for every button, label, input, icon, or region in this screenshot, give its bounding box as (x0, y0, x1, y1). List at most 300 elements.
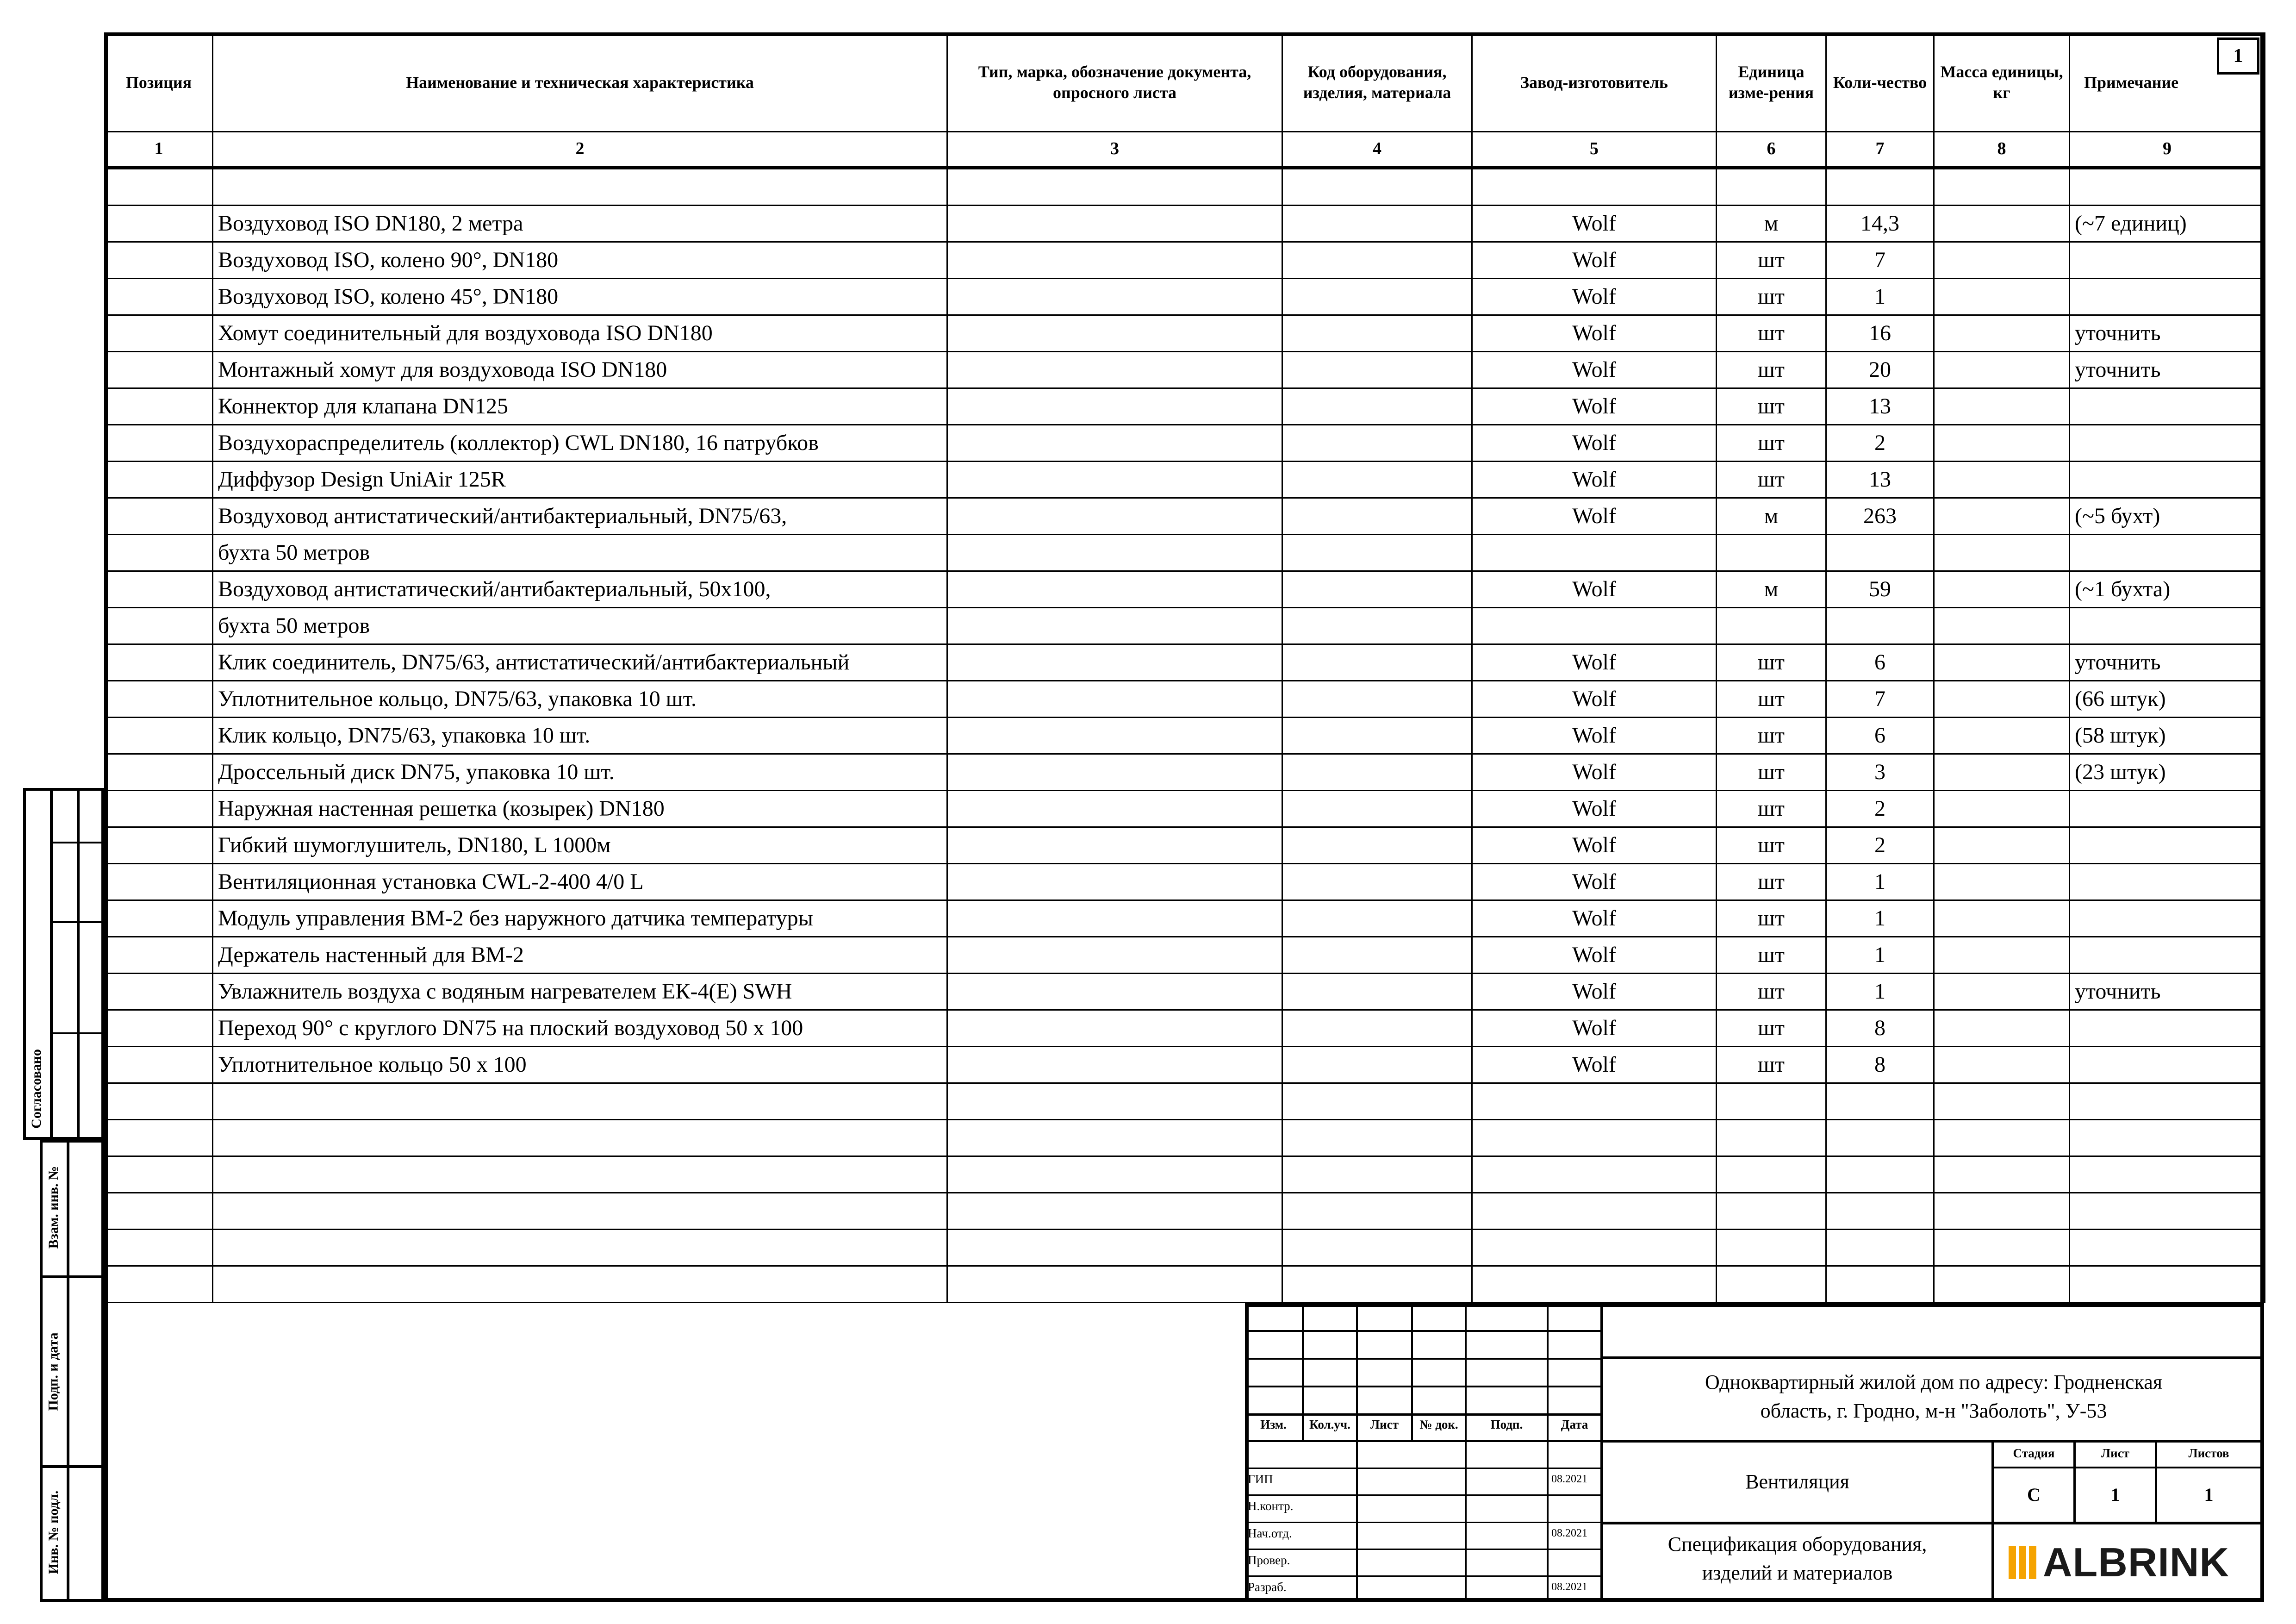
inv-replace-label-wrap (0, 1166, 118, 1249)
col-header-note-label: Примечание (2084, 73, 2179, 92)
sign-date-label: Подп. и дата (46, 1332, 61, 1411)
cell-qty: 7 (1826, 242, 1934, 279)
cell-pos (105, 388, 213, 425)
cell-maker (1472, 1120, 1717, 1156)
col-number: 8 (1934, 132, 2070, 168)
tb-grid-line (1245, 1413, 1601, 1416)
cell-maker: Wolf (1472, 1047, 1717, 1083)
cell-type (947, 571, 1282, 608)
cell-maker: Wolf (1472, 571, 1717, 608)
cell-unit: шт (1717, 718, 1826, 754)
col-header-type: Тип, марка, обозначение документа, опросного листа (947, 33, 1282, 132)
document-title-line2: изделий и материалов (1702, 1561, 1893, 1584)
cell-type (947, 864, 1282, 900)
cell-code (1282, 974, 1472, 1010)
cell-mass (1934, 1010, 2070, 1047)
cell-mass (1934, 168, 2070, 206)
sheets-label: Листов (2188, 1446, 2229, 1460)
cell-maker: Wolf (1472, 388, 1717, 425)
cell-qty: 2 (1826, 425, 1934, 462)
cell-qty: 8 (1826, 1010, 1934, 1047)
cell-mass (1934, 681, 2070, 718)
cell-maker: Wolf (1472, 352, 1717, 388)
cell-code (1282, 608, 1472, 644)
cell-maker: Wolf (1472, 279, 1717, 315)
cell-pos (105, 864, 213, 900)
stamp-strip-row-line (40, 1275, 104, 1278)
cell-qty: 7 (1826, 681, 1934, 718)
cell-maker (1472, 1083, 1717, 1120)
cell-qty: 263 (1826, 498, 1934, 535)
cell-mass (1934, 571, 2070, 608)
cell-name: Воздуховод ISO, колено 45°, DN180 (213, 279, 947, 315)
cell-note (2070, 535, 2265, 571)
cell-unit: шт (1717, 1010, 1826, 1047)
tb-grid-line (1245, 1386, 1601, 1387)
cell-type (947, 388, 1282, 425)
cell-code (1282, 900, 1472, 937)
table-row (105, 937, 2265, 974)
table-row (105, 1193, 2265, 1230)
cell-note (2070, 168, 2265, 206)
cell-unit (1717, 608, 1826, 644)
cell-maker (1472, 608, 1717, 644)
sheet-number-box: 1 (2217, 37, 2259, 75)
cell-unit (1717, 1193, 1826, 1230)
table-row (105, 1120, 2265, 1156)
cell-name (213, 168, 947, 206)
cell-pos (105, 571, 213, 608)
cell-pos (105, 242, 213, 279)
table-row (105, 206, 2265, 242)
cell-code (1282, 425, 1472, 462)
cell-name: Клик кольцо, DN75/63, упаковка 10 шт. (213, 718, 947, 754)
cell-pos (105, 1047, 213, 1083)
col-header-manufacturer: Завод-изготовитель (1472, 33, 1717, 132)
cell-name (213, 1193, 947, 1230)
tb-grid-line (1245, 1468, 1601, 1469)
cell-maker: Wolf (1472, 315, 1717, 352)
col-number: 5 (1472, 132, 1717, 168)
cell-maker: Wolf (1472, 900, 1717, 937)
cell-mass (1934, 791, 2070, 827)
agreed-strip-row-line (50, 842, 104, 843)
cell-pos (105, 974, 213, 1010)
cell-code (1282, 937, 1472, 974)
tb-grid-line (1245, 1575, 1601, 1577)
agreed-strip-row-line (50, 921, 104, 923)
cell-type (947, 1156, 1282, 1193)
cell-name: Коннектор для клапана DN125 (213, 388, 947, 425)
table-row (105, 608, 2265, 644)
cell-type (947, 242, 1282, 279)
cell-qty (1826, 1083, 1934, 1120)
cell-mass (1934, 425, 2070, 462)
cell-name: Наружная настенная решетка (козырек) DN180 (213, 791, 947, 827)
cell-mass (1934, 535, 2070, 571)
cell-note (2070, 1230, 2265, 1266)
cell-code (1282, 754, 1472, 791)
document-title-line1: Спецификация оборудования, (1668, 1533, 1927, 1555)
table-row (105, 1156, 2265, 1193)
tb-grid-line (1245, 1494, 1601, 1496)
cell-qty: 2 (1826, 827, 1934, 864)
cell-qty (1826, 1156, 1934, 1193)
role-label: Разраб. (1248, 1580, 1287, 1594)
cell-pos (105, 498, 213, 535)
cell-name: Модуль управления ВМ-2 без наружного датчика температуры (213, 900, 947, 937)
cell-name: Диффузор Design UniAir 125R (213, 462, 947, 498)
cell-maker: Wolf (1472, 1010, 1717, 1047)
tb-grid-line (1547, 1303, 1549, 1602)
cell-code (1282, 206, 1472, 242)
cell-name: Хомут соединительный для воздуховода ISO DN180 (213, 315, 947, 352)
table-row (105, 1010, 2265, 1047)
cell-qty: 16 (1826, 315, 1934, 352)
cell-mass (1934, 1266, 2070, 1303)
cell-code (1282, 571, 1472, 608)
cell-pos (105, 315, 213, 352)
cell-pos (105, 1083, 213, 1120)
col-header-quantity: Коли-чество (1826, 33, 1934, 132)
cell-maker: Wolf (1472, 754, 1717, 791)
cell-name (213, 1156, 947, 1193)
cell-unit: шт (1717, 388, 1826, 425)
cell-maker: Wolf (1472, 498, 1717, 535)
cell-pos (105, 1010, 213, 1047)
cell-pos (105, 1120, 213, 1156)
cell-maker: Wolf (1472, 681, 1717, 718)
role-label: Провер. (1248, 1553, 1290, 1567)
cell-type (947, 279, 1282, 315)
cell-code (1282, 1120, 1472, 1156)
cell-name: Уплотнительное кольцо, DN75/63, упаковка 10 шт. (213, 681, 947, 718)
cell-name (213, 1230, 947, 1266)
cell-qty: 1 (1826, 937, 1934, 974)
cell-type (947, 352, 1282, 388)
cell-type (947, 425, 1282, 462)
cell-unit: шт (1717, 462, 1826, 498)
cell-mass (1934, 827, 2070, 864)
cell-code (1282, 791, 1472, 827)
cell-type (947, 498, 1282, 535)
cell-unit (1717, 1156, 1826, 1193)
cell-unit (1717, 168, 1826, 206)
rev-header-count: Кол.уч. (1309, 1418, 1350, 1431)
cell-type (947, 462, 1282, 498)
tb-grid-line (1245, 1522, 1601, 1523)
cell-code (1282, 864, 1472, 900)
cell-code (1282, 535, 1472, 571)
tb-grid-line (1245, 1440, 1601, 1442)
cell-maker: Wolf (1472, 864, 1717, 900)
cell-unit: шт (1717, 425, 1826, 462)
cell-pos (105, 608, 213, 644)
cell-note (2070, 388, 2265, 425)
table-row (105, 1230, 2265, 1266)
cell-mass (1934, 900, 2070, 937)
cell-maker: Wolf (1472, 718, 1717, 754)
cell-note (2070, 1010, 2265, 1047)
cell-maker: Wolf (1472, 791, 1717, 827)
cell-note (2070, 900, 2265, 937)
cell-maker: Wolf (1472, 937, 1717, 974)
cell-type (947, 718, 1282, 754)
cell-name (213, 1266, 947, 1303)
cell-unit: шт (1717, 791, 1826, 827)
tb-grid-line (1245, 1358, 1601, 1360)
col-header-code: Код оборудования, изделия, материала (1282, 33, 1472, 132)
cell-type (947, 1083, 1282, 1120)
company-logo (2009, 1539, 2254, 1586)
cell-qty (1826, 1193, 1934, 1230)
cell-code (1282, 168, 1472, 206)
cell-unit (1717, 1266, 1826, 1303)
cell-name: Держатель настенный для ВМ-2 (213, 937, 947, 974)
cell-type (947, 206, 1282, 242)
cell-name: Воздуховод антистатический/антибактериальный, DN75/63, (213, 498, 947, 535)
col-number: 7 (1826, 132, 1934, 168)
inv-orig-label: Инв. № подл. (46, 1490, 61, 1574)
project-title (1603, 1368, 2264, 1425)
cell-mass (1934, 754, 2070, 791)
cell-name: Воздухораспределитель (коллектор) CWL DN180, 16 патрубков (213, 425, 947, 462)
role-label: Н.контр. (1248, 1499, 1294, 1513)
section-name: Вентиляция (1745, 1470, 1849, 1493)
cell-mass (1934, 864, 2070, 900)
cell-type (947, 827, 1282, 864)
cell-code (1282, 644, 1472, 681)
stage-label: Стадия (2013, 1446, 2055, 1460)
cell-code (1282, 1193, 1472, 1230)
cell-qty: 1 (1826, 974, 1934, 1010)
col-header-unit: Единица изме-рения (1717, 33, 1826, 132)
cell-name: Клик соединитель, DN75/63, антистатический/антибактериальный (213, 644, 947, 681)
table-row (105, 1266, 2265, 1303)
cell-note (2070, 608, 2265, 644)
cell-note: (~1 бухта) (2070, 571, 2265, 608)
cell-pos (105, 1230, 213, 1266)
cell-mass (1934, 644, 2070, 681)
role-date: 08.2021 (1551, 1527, 1587, 1539)
role-label: Нач.отд. (1248, 1526, 1292, 1540)
cell-note: уточнить (2070, 644, 2265, 681)
cell-unit: шт (1717, 644, 1826, 681)
cell-mass (1934, 1230, 2070, 1266)
cell-code (1282, 1266, 1472, 1303)
cell-unit: шт (1717, 352, 1826, 388)
cell-pos (105, 206, 213, 242)
cell-pos (105, 681, 213, 718)
col-number: 2 (213, 132, 947, 168)
specification-table (104, 32, 2265, 1303)
cell-unit: шт (1717, 681, 1826, 718)
table-row (105, 791, 2265, 827)
role-date: 08.2021 (1551, 1473, 1587, 1485)
cell-pos (105, 754, 213, 791)
cell-qty (1826, 1266, 1934, 1303)
agreed-label-wrap (0, 1049, 92, 1129)
table-row (105, 315, 2265, 352)
cell-pos (105, 900, 213, 937)
cell-note: (66 штук) (2070, 681, 2265, 718)
cell-maker: Wolf (1472, 242, 1717, 279)
cell-name (213, 1120, 947, 1156)
cell-name: Воздуховод ISO DN180, 2 метра (213, 206, 947, 242)
cell-note (2070, 937, 2265, 974)
cell-unit: шт (1717, 937, 1826, 974)
cell-unit: шт (1717, 754, 1826, 791)
col-number: 1 (105, 132, 213, 168)
cell-note (2070, 1083, 2265, 1120)
cell-code (1282, 1047, 1472, 1083)
cell-maker: Wolf (1472, 206, 1717, 242)
cell-type (947, 791, 1282, 827)
col-number: 9 (2070, 132, 2265, 168)
cell-maker: Wolf (1472, 462, 1717, 498)
col-number: 3 (947, 132, 1282, 168)
cell-type (947, 937, 1282, 974)
cell-code (1282, 462, 1472, 498)
col-header-name: Наименование и техническая характеристика (213, 33, 947, 132)
column-number-row (105, 132, 2265, 168)
cell-note (2070, 791, 2265, 827)
cell-unit: шт (1717, 315, 1826, 352)
cell-maker: Wolf (1472, 644, 1717, 681)
cell-qty (1826, 1230, 1934, 1266)
cell-mass (1934, 608, 2070, 644)
tb-grid-line (1245, 1330, 1601, 1332)
cell-name: Воздуховод ISO, колено 90°, DN180 (213, 242, 947, 279)
table-row (105, 462, 2265, 498)
cell-type (947, 168, 1282, 206)
cell-code (1282, 352, 1472, 388)
cell-note (2070, 1266, 2265, 1303)
cell-type (947, 1120, 1282, 1156)
agreed-label: Согласовано (29, 1049, 44, 1129)
cell-mass (1934, 1193, 2070, 1230)
table-row (105, 754, 2265, 791)
company-name: ALBRINK (2043, 1539, 2229, 1585)
cell-pos (105, 718, 213, 754)
agreed-strip-row-line (50, 1032, 104, 1034)
cell-pos (105, 791, 213, 827)
table-row (105, 535, 2265, 571)
cell-qty (1826, 168, 1934, 206)
table-row (105, 1083, 2265, 1120)
cell-code (1282, 718, 1472, 754)
cell-maker (1472, 1156, 1717, 1193)
cell-type (947, 1230, 1282, 1266)
cell-pos (105, 535, 213, 571)
table-row (105, 1047, 2265, 1083)
cell-type (947, 1193, 1282, 1230)
cell-pos (105, 1156, 213, 1193)
cell-code (1282, 1230, 1472, 1266)
sheet-label: Лист (2101, 1446, 2129, 1460)
col-header-mass: Масса единицы, кг (1934, 33, 2070, 132)
cell-mass (1934, 1156, 2070, 1193)
cell-note (2070, 462, 2265, 498)
cell-mass (1934, 718, 2070, 754)
table-row (105, 498, 2265, 535)
cell-code (1282, 1156, 1472, 1193)
cell-pos (105, 1266, 213, 1303)
cell-note (2070, 827, 2265, 864)
cell-pos (105, 279, 213, 315)
cell-note: (~5 бухт) (2070, 498, 2265, 535)
cell-note: (58 штук) (2070, 718, 2265, 754)
stage-value: С (2027, 1484, 2041, 1505)
table-row (105, 571, 2265, 608)
table-row (105, 864, 2265, 900)
cell-maker: Wolf (1472, 425, 1717, 462)
cell-unit: шт (1717, 827, 1826, 864)
rev-header-sign: Подп. (1490, 1418, 1523, 1431)
cell-mass (1934, 1047, 2070, 1083)
cell-mass (1934, 315, 2070, 352)
cell-type (947, 681, 1282, 718)
sheets-value: 1 (2204, 1484, 2214, 1505)
table-row (105, 681, 2265, 718)
cell-type (947, 608, 1282, 644)
cell-qty: 13 (1826, 388, 1934, 425)
cell-pos (105, 352, 213, 388)
cell-qty (1826, 535, 1934, 571)
cell-qty: 6 (1826, 644, 1934, 681)
cell-unit (1717, 535, 1826, 571)
col-number: 6 (1717, 132, 1826, 168)
cell-code (1282, 1083, 1472, 1120)
tb-section-line (1602, 1440, 2264, 1443)
tb-section-line (1991, 1467, 2264, 1468)
cell-code (1282, 681, 1472, 718)
col-header-note (2070, 33, 2265, 132)
cell-pos (105, 168, 213, 206)
cell-name: бухта 50 метров (213, 608, 947, 644)
cell-code (1282, 279, 1472, 315)
logo-bars-icon (2009, 1546, 2039, 1579)
cell-unit: шт (1717, 900, 1826, 937)
table-row (105, 718, 2265, 754)
cell-name: Переход 90° с круглого DN75 на плоский воздуховод 50 х 100 (213, 1010, 947, 1047)
cell-maker (1472, 1230, 1717, 1266)
cell-mass (1934, 206, 2070, 242)
cell-unit (1717, 1230, 1826, 1266)
cell-code (1282, 498, 1472, 535)
rev-header-date: Дата (1561, 1418, 1588, 1431)
cell-mass (1934, 1083, 2070, 1120)
cell-code (1282, 1010, 1472, 1047)
cell-note: (~7 единиц) (2070, 206, 2265, 242)
tb-grid-line (1356, 1303, 1358, 1602)
header-row (105, 33, 2265, 132)
cell-type (947, 315, 1282, 352)
cell-maker (1472, 168, 1717, 206)
table-row (105, 168, 2265, 206)
cell-maker (1472, 1266, 1717, 1303)
rev-header-docnum: № док. (1419, 1418, 1458, 1431)
cell-type (947, 1047, 1282, 1083)
cell-note: (23 штук) (2070, 754, 2265, 791)
cell-qty: 1 (1826, 864, 1934, 900)
cell-maker (1472, 1193, 1717, 1230)
cell-type (947, 644, 1282, 681)
cell-qty (1826, 608, 1934, 644)
inv-orig-label-wrap (0, 1490, 118, 1574)
rev-header-sheet: Лист (1370, 1418, 1399, 1431)
cell-type (947, 535, 1282, 571)
